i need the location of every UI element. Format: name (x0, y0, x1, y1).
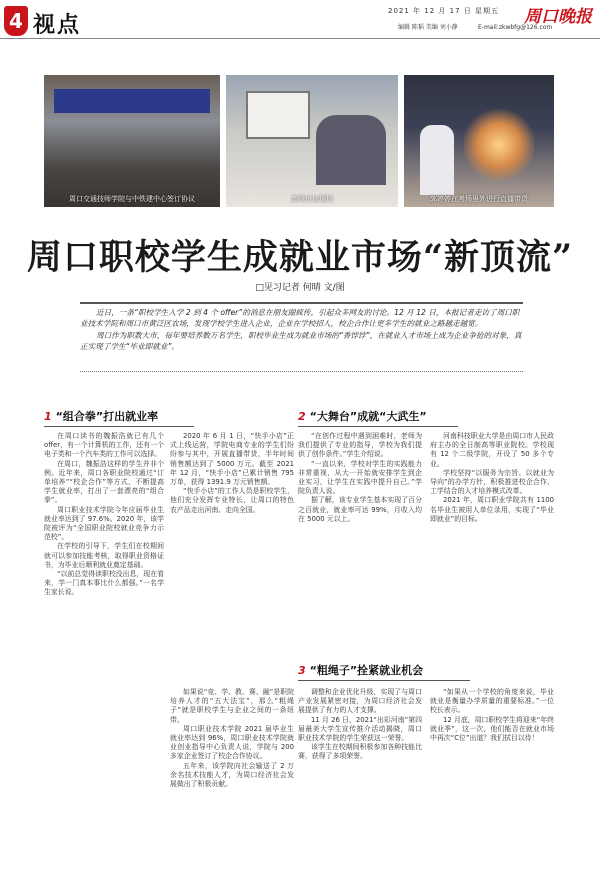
body-paragraph: 五年来，该学院向社会输送了 2 万余名技术技能人才，为周口经济社会发展做出了积极贡献。 (170, 761, 294, 789)
section-header-3 (298, 662, 470, 681)
newspaper-logo: 周口晚报 (524, 7, 592, 27)
section-title: “粗绳子”拴紧就业机会 (309, 664, 424, 677)
stage-banner (54, 89, 210, 113)
contact-email: E-mail:zkwbfg@126.com (478, 24, 553, 31)
photo-caption: 郭婷婷在考场里外进行直播带货 (430, 195, 528, 203)
section-number: 2 (298, 410, 306, 423)
article-headline: 周口职校学生成就业市场“新顶流” (26, 237, 574, 278)
body-column-1 (44, 432, 164, 872)
photo-forum (226, 75, 398, 207)
body-column-6 (298, 688, 422, 872)
header-divider (0, 38, 600, 39)
photo-caption: 高峰论坛现场 (291, 195, 333, 203)
lead-paragraph: 周口作为职教大市，每年要培养数万名学生，职校毕业生成为就业市场的“香饽饽”，在就业人才市场上成为企业争抢的对象，真正实现了学生“毕业即就业”。 (80, 331, 522, 351)
article-byline: □见习记者 何晴 文/图 (255, 283, 345, 293)
body-column-4 (430, 432, 554, 658)
article-lead (80, 302, 523, 372)
photo-livestream (404, 75, 554, 207)
section-number: 3 (298, 664, 306, 677)
livestream-presenter (420, 125, 454, 195)
forum-screen (246, 91, 310, 139)
body-paragraph: 2020 年 6 月 1 日，“快手小店”正式上线运营，学院电商专业的学生们纷纷参与其中，开展直播带货，半年时间销售额达到了 5000 万元。截至 2021 年 12 月，“快手小店”已累计销售 795 万单，获得 1391.9 万元销售额。 (170, 432, 294, 487)
body-paragraph: 该学生在校期间积极参加各种技能比赛，获得了多项荣誉。 (298, 743, 422, 761)
body-paragraph: 如果说“竞、学、教、赛、融”是职院培养人才的“五大法宝”，那么“粗绳子”就是职校学生与企业之间的一条纽带。 (170, 688, 294, 724)
body-column-3 (298, 432, 422, 658)
studio-lights (464, 105, 534, 185)
section-header-2 (298, 408, 458, 427)
issue-date: 2021 年 12 月 17 日 星期五 (388, 7, 499, 15)
body-paragraph: 周口职业技术学院今年应届毕业生就业率达到了 97.6%。2020 年，该学院被评为“全国职业院校就业竞争力示范校”。 (44, 505, 164, 542)
section-title: “大舞台”成就“大武生” (309, 410, 427, 423)
body-column-2 (170, 432, 294, 658)
body-paragraph: “一直以来，学校对学生的实践能力非常重视，从大一开始就安排学生到企业实习，让学生在实践中提升自己。”学院负责人说。 (298, 459, 422, 496)
body-paragraph: 11 月 26 日，2021“出彩河南”第四届最美大学生宣传推介活动揭晓，周口职业技术学院的学生荣获这一荣誉。 (298, 715, 422, 743)
body-paragraph: “以前总觉得读职校没出息，现在看来，学一门真本事比什么都强。”一名学生家长说。 (44, 570, 164, 597)
body-paragraph: 河南科技职业大学是由周口市人民政府主办的全日制高等职业院校。学校现有 12 个二级学院，开设了 50 多个专业。 (430, 432, 554, 468)
body-paragraph: 在周口，魏振浩这样的学生并非个例。近年来，周口各职业院校通过“订单培养”“校企合作”等方式，不断提高学生就业率，打出了一套漂亮的“组合拳”。 (44, 459, 164, 505)
body-paragraph: 2021 年，周口职业学院共有 1100 名毕业生被用人单位录用，实现了“毕业即就业”的目标。 (430, 496, 554, 523)
body-paragraph: 周口职业技术学院 2021 届毕业生就业率达到 96%，周口职业技术学院就业创业指导中心负责人说，学院与 200 多家企业签订了校企合作协议。 (170, 724, 294, 761)
body-paragraph: “在创作过程中遇到困难时，老师为我们提供了专业的指导，学校为我们提供了创作条件。”学生介绍说。 (298, 432, 422, 459)
body-paragraph: 调整和企业优化升级，实现了与周口产业发展紧密对接，为周口经济社会发展提供了有力的人才支撑。 (298, 688, 422, 715)
photo-signing-ceremony (44, 75, 220, 207)
body-paragraph: “如果从一个学校的角度来说，毕业就业是衡量办学质量的重要标准。”一位校长表示。 (430, 688, 554, 715)
body-paragraph: 据了解，该专业学生基本实现了百分之百就业，就业率可达 99%，月收入均在 5000 元以上。 (298, 496, 422, 523)
body-paragraph: 在学校的引导下，学生们在校期间就可以参加技能考核，取得职业资格证书，为毕业后顺利就业奠定基础。 (44, 542, 164, 569)
forum-audience (316, 115, 386, 185)
section-title: “组合拳”打出就业率 (55, 410, 159, 423)
body-paragraph: 学校坚持“以服务为宗旨、以就业为导向”的办学方针，积极推进校企合作、工学结合的人才培养模式改革。 (430, 468, 554, 496)
body-column-5 (170, 688, 294, 872)
photo-caption: 周口交通技师学院与中铁建中心签订协议 (69, 195, 195, 203)
section-number: 1 (44, 410, 52, 423)
body-paragraph: 在周口读书的魏振浩就已有几个 offer，有一个计算机的工作，还有一个电子类和一个汽车类的工作可以选择。 (44, 432, 164, 459)
body-column-7 (430, 688, 554, 872)
page-header (0, 0, 600, 66)
body-paragraph: 12 月底，周口职校学生将迎来“年终就业季”，这一次，他们能否在就业市场中再次“C位”出道？我们拭目以待！ (430, 715, 554, 743)
page-number-badge: 4 (4, 6, 28, 36)
body-paragraph: “快手小店”的工作人员是职校学生，他们充分发挥专业特长，让周口的特色农产品走出河南、走向全国。 (170, 487, 294, 514)
editor-credits: 编辑 陈韬 美编 刘小静 (398, 24, 458, 31)
section-header-1 (44, 408, 194, 427)
group-of-people (50, 125, 214, 195)
lead-paragraph: 近日，一条“职校学生入学 2 到 4 个 offer”的消息在朋友圈疯传，引起众多网友的讨论。12 月 12 日，本报记者走访了周口职业技术学院和周口市黄泛区农场，发现学校学生进入企业，企业在学校招人，校企合作让更多学生的就业之路越走越宽。 (80, 308, 520, 328)
section-name: 视点 (33, 12, 82, 38)
